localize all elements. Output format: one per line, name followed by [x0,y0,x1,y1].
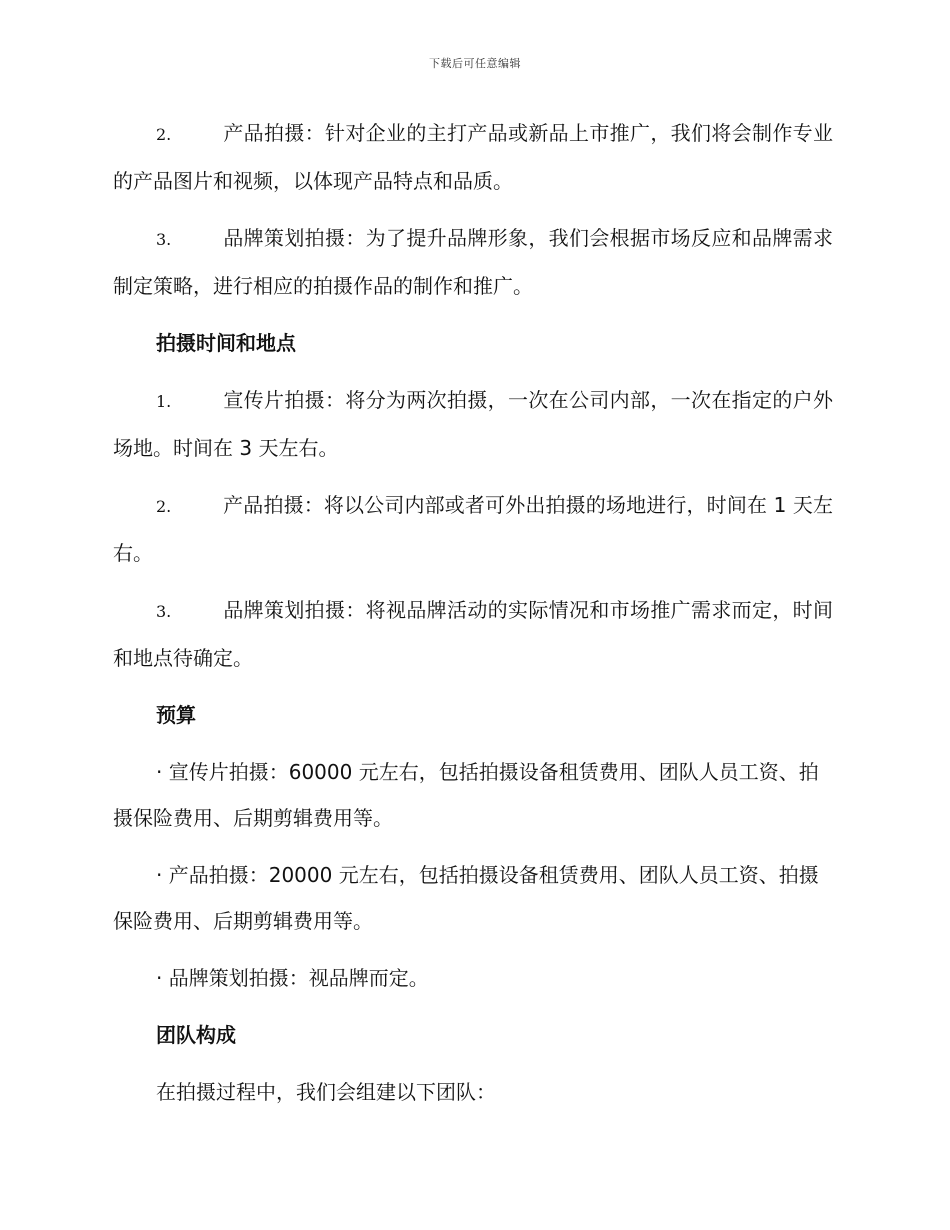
list-item [113,377,833,471]
budget-item: · 产品拍摄：20000 元左右，包括拍摄设备租赁费用、团队人员工资、拍摄保险费用、后期剪辑费用等。 [113,863,819,933]
item-text: 宣传片拍摄：将分为两次拍摄，一次在公司内部，一次在指定的户外场地。时间在 3 天左右。 [113,388,833,460]
budget-item: · 品牌策划拍摄：视品牌而定。 [156,966,429,990]
list-item [113,215,833,309]
list-item [113,482,833,576]
item-number: 3. [156,602,172,621]
item-text: 品牌策划拍摄：将视品牌活动的实际情况和市场推广需求而定，时间和地点待确定。 [113,598,833,670]
item-number: 2. [156,125,172,144]
team-intro: 在拍摄过程中，我们会组建以下团队： [156,1080,496,1104]
item-text: 品牌策划拍摄：为了提升品牌形象，我们会根据市场反应和品牌需求制定策略，进行相应的拍摄作品的制作和推广。 [113,226,833,298]
item-text: 产品拍摄：针对企业的主打产品或新品上市推广，我们将会制作专业的产品图片和视频，以体现产品特点和品质。 [113,121,833,193]
page-header: 下载后可任意编辑 [429,57,521,70]
list-item [113,587,833,681]
document-body [113,110,833,1126]
item-number: 2. [156,497,172,516]
section-heading-budget: 预算 [156,703,196,727]
budget-item: · 宣传片拍摄：60000 元左右，包括拍摄设备租赁费用、团队人员工资、拍摄保险费用、后期剪辑费用等。 [113,760,819,830]
item-number: 3. [156,230,172,249]
item-text: 产品拍摄：将以公司内部或者可外出拍摄的场地进行，时间在 1 天左右。 [113,493,833,565]
item-number: 1. [156,392,172,411]
section-heading-time-location: 拍摄时间和地点 [156,331,296,355]
list-item [113,110,833,204]
section-heading-team: 团队构成 [156,1023,236,1047]
